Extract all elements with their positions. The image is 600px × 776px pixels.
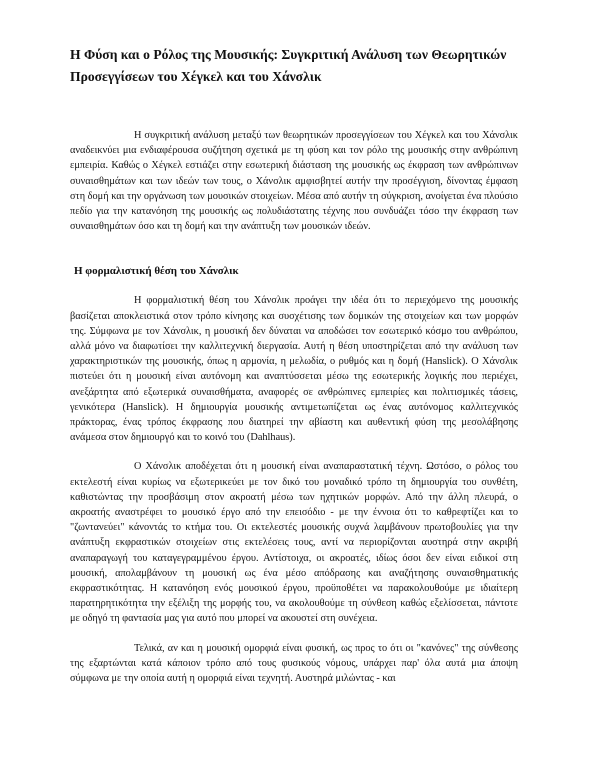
section-paragraph-3: Τελικά, αν και η μουσική ομορφιά είναι φυσική, ως προς το ότι οι "κανόνες" της σύνθεσης της εξαρτώνται κατά κάποιον τρόπο από τους φυσικούς νόμους, υπάρχει παρ' όλα αυτά μια άποψη σύμφωνα με την οποία αυτή η ομορφιά είναι τεχνητή. Αυστηρά μιλώντας - και <box>70 642 518 685</box>
section-paragraph-2: Ο Χάνσλικ αποδέχεται ότι η μουσική είναι αναπαραστατική τέχνη. Ωστόσο, ο ρόλος του εκτελεστή είναι κυρίως να εξωτερικεύει με τον δικό του μοναδικό τρόπο τη δημιουργία του συνθέτη, καθιστώντας την προσβάσιμη στον ακροατή μέσω των ηχητικών μορφών. Από την άλλη πλευρά, ο ακροατής αναστρέφει το μουσικό έργο από την επεισόδιο - με την έννοια ότι το καθρεφτίζει και το "ζωντανεύει" κάνοντάς το κτήμα του. Οι εκτελεστές μουσικής συχνά λαμβάνουν πρωτοβουλίες για την ανάπτυξη εκφραστικών στοιχείων στις εκτελέσεις τους, αντί να περιορίζονται αυστηρά στην ακριβή αναπαραγωγή του καταγεγραμμένου έργου. Αντίστοιχα, οι ακροατές, ιδίως όσοι δεν είναι ειδικοί στη μουσική, απολαμβάνουν τη μουσική ως ένα μέσο απόδρασης και αναζήτησης συναισθηματικής εκφραστικότητας. Η κατανόηση ενός μουσικού έργου, προϋποθέτει να παρακολουθούμε με ιδιαίτερη παρατηρητικότητα την εξέλιξη της μορφής του, να ακολουθούμε τη σύνθεση καθώς εξελίσσεται, πάντοτε με οδηγό τη φαντασία μας για αυτό που μπορεί να ακουστεί στη συνέχεια. <box>70 461 518 625</box>
document-title: Η Φύση και ο Ρόλος της Μουσικής: Συγκριτική Ανάλυση των Θεωρητικών Προσεγγίσεων του Χέγκελ και του Χάνσλικ <box>70 47 507 84</box>
section-heading: Η φορμαλιστική θέση του Χάνσλικ <box>74 265 239 278</box>
section-paragraph-1: Η φορμαλιστική θέση του Χάνσλικ προάγει την ιδέα ότι το περιεχόμενο της μουσικής βασίζεται αποκλειστικά στον τρόπο κίνησης και συσχέτισης των δομικών της στοιχείων και των μορφών της. Σύμφωνα με τον Χάνσλικ, η μουσική δεν δύναται να αποδώσει τον εσωτερικό κόσμο του ανθρώπου, αλλά μόνο να διαφωτίσει την καλλιτεχνική διεργασία. Αυτή η θέση υποστηρίζεται από την ανάλυση των χαρακτηριστικών της μουσικής, όπως η αρμονία, η μελωδία, ο ρυθμός και η δομή (Hanslick). Ο Χάνσλικ πιστεύει ότι η μουσική είναι αυτόνομη και αναπτύσσεται μέσω της εσωτερικής λογικής που περιέχει, ανεξάρτητα από εξωτερικά συναισθήματα, αναφορές σε ανθρώπινες εμπειρίες και πολιτισμικές τάσεις, γενικότερα (Hanslick). Η δημιουργία μουσικής αντιμετωπίζεται ως ένας αυτόνομος καλλιτεχνικός πράκτορας, ένας τρόπος έκφρασης που διατηρεί την αβίαστη και αυθεντική φύση της μεσολάβησης ανάμεσα στον δημιουργό και το κοινό του (Dahlhaus). <box>70 295 518 444</box>
intro-paragraph: Η συγκριτική ανάλυση μεταξύ των θεωρητικών προσεγγίσεων του Χέγκελ και του Χάνσλικ αναδεικνύει μια ενδιαφέρουσα συζήτηση σχετικά με τη φύση και τον ρόλο της μουσικής στην ανθρώπινη εμπειρία. Καθώς ο Χέγκελ εστιάζει στην εσωτερική διάσταση της μουσικής ως έκφραση των ανθρώπινων συναισθημάτων και των ιδεών των τους, ο Χάνσλικ αμφισβητεί αυτήν την προσέγγιση, δίνοντας έμφαση στη δομή και την οργάνωση των μουσικών στοιχείων. Μέσα από αυτήν τη σύγκριση, ανοίγεται ένα πλούσιο πεδίο για την κατανόηση της μουσικής ως πολυδιάστατης τέχνης που συνδυάζει τόσο την έκφραση των συναισθημάτων όσο και τη δομή και την ανάπτυξη των μουσικών ιδεών. <box>70 130 518 233</box>
